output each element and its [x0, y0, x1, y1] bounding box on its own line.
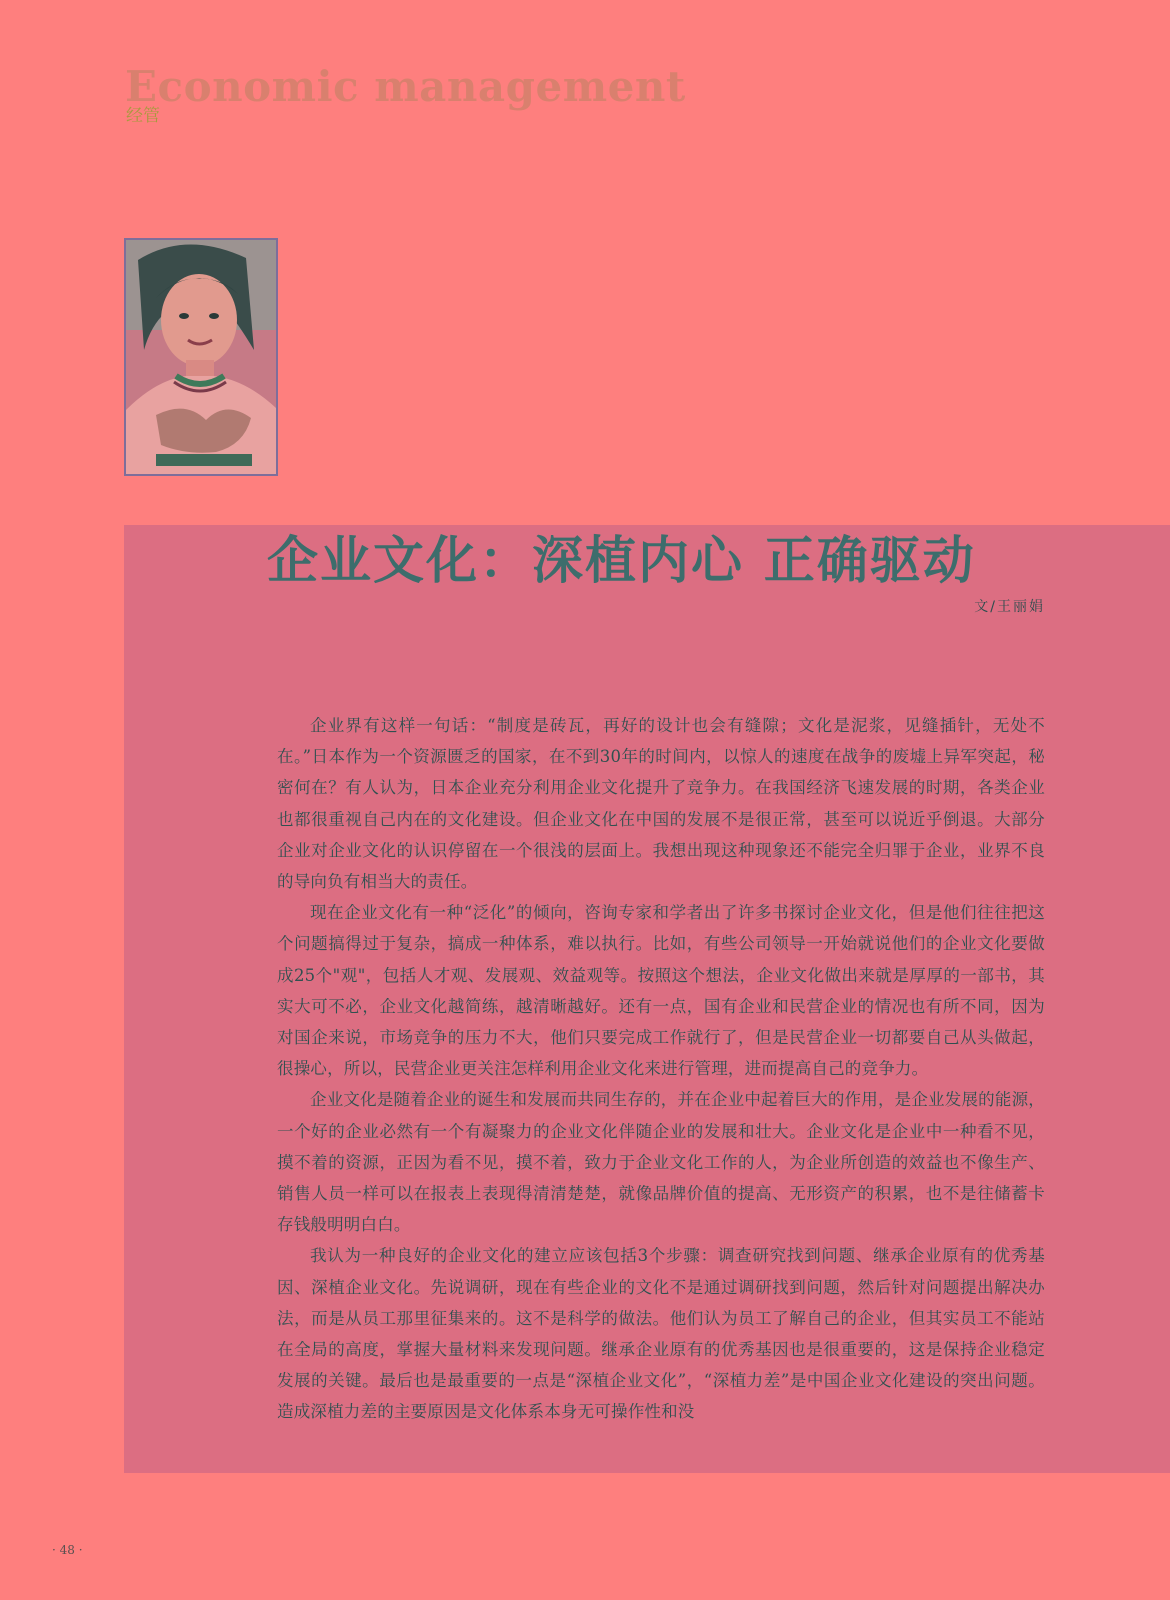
article-title: 企业文化：深植内心 正确驱动 — [267, 532, 976, 591]
article-paragraph: 现在企业文化有一种“泛化”的倾向，咨询专家和学者出了许多书探讨企业文化，但是他们往往把这个问题搞得过于复杂，搞成一种体系，难以执行。比如，有些公司领导一开始就说他们的企业文化要做成25个"观"，包括人才观、发展观、效益观等。按照这个想法，企业文化做出来就是厚厚的一部书，其实大可不必，企业文化越简练，越清晰越好。还有一点，国有企业和民营企业的情况也有所不同，因为对国企来说，市场竞争的压力不大，他们只要完成工作就行了，但是民营企业一切都要自己从头做起，很操心，所以，民营企业更关注怎样利用企业文化来进行管理，进而提高自己的竞争力。 — [277, 903, 1045, 1079]
magazine-section-title: Economic management — [125, 62, 686, 111]
article-body — [277, 710, 1045, 1428]
article-paragraph: 企业界有这样一句话：“制度是砖瓦，再好的设计也会有缝隙；文化是泥浆，见缝插针，无处不在。”日本作为一个资源匮乏的国家，在不到30年的时间内，以惊人的速度在战争的废墟上异军突起，秘密何在？有人认为，日本企业充分利用企业文化提升了竞争力。在我国经济飞速发展的时期，各类企业也都很重视自己内在的文化建设。但企业文化在中国的发展不是很正常，甚至可以说近乎倒退。大部分企业对企业文化的认识停留在一个很浅的层面上。我想出现这种现象还不能完全归罪于企业，业界不良的导向负有相当大的责任。 — [277, 716, 1045, 892]
page-number: · 48 · — [52, 1543, 83, 1557]
magazine-section-subtitle: 经管 — [126, 106, 160, 126]
article-byline: 文/王丽娟 — [974, 599, 1045, 615]
article-paragraph: 企业文化是随着企业的诞生和发展而共同生存的，并在企业中起着巨大的作用，是企业发展的能源，一个好的企业必然有一个有凝聚力的企业文化伴随企业的发展和壮大。企业文化是企业中一种看不见，摸不着的资源，正因为看不见，摸不着，致力于企业文化工作的人，为企业所创造的效益也不像生产、销售人员一样可以在报表上表现得清清楚楚，就像品牌价值的提高、无形资产的积累，也不是往储蓄卡存钱般明明白白。 — [277, 1090, 1045, 1235]
author-photo — [124, 238, 278, 476]
article-paragraph: 我认为一种良好的企业文化的建立应该包括3个步骤：调查研究找到问题、继承企业原有的优秀基因、深植企业文化。先说调研，现在有些企业的文化不是通过调研找到问题，然后针对问题提出解决办法，而是从员工那里征集来的。这不是科学的做法。他们认为员工了解自己的企业，但其实员工不能站在全局的高度，掌握大量材料来发现问题。继承企业原有的优秀基因也是很重要的，这是保持企业稳定发展的关键。最后也是最重要的一点是“深植企业文化”，“深植力差”是中国企业文化建设的突出问题。造成深植力差的主要原因是文化体系本身无可操作性和没 — [277, 1246, 1045, 1422]
author-portrait-image — [126, 240, 276, 474]
